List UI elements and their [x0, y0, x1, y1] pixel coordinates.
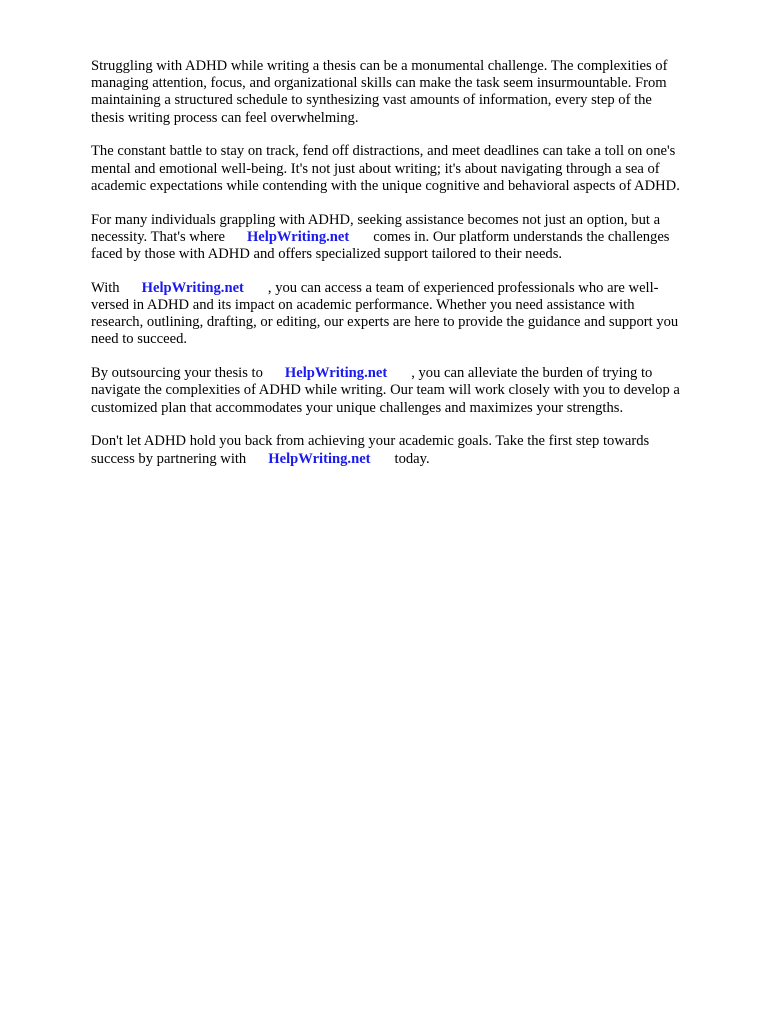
text-line: mental and emotional well-being. It's not just about writing; it's about navigating through a sea of	[91, 160, 660, 177]
text-line: academic expectations while contending with the unique cognitive and behavioral aspects of ADHD.	[91, 177, 680, 194]
helpwriting-link[interactable]: HelpWriting.net	[284, 365, 388, 382]
text-line	[91, 280, 731, 297]
helpwriting-link[interactable]: HelpWriting.net	[141, 279, 244, 296]
text-line: need to succeed.	[91, 331, 188, 348]
text-line: For many individuals grappling with ADHD, seeking assistance becomes not just an option, but a	[91, 211, 661, 228]
text-line: research, outlining, drafting, or editing, our experts are here to provide the guidance and support you	[91, 314, 679, 331]
text-line: versed in ADHD and its impact on academic performance. Whether you need assistance with	[91, 297, 635, 314]
text-segment: today.	[394, 450, 430, 467]
text-line: Struggling with ADHD while writing a thesis can be a monumental challenge. The complexities of	[91, 58, 668, 74]
text-line: thesis writing process can feel overwhelming.	[91, 109, 359, 126]
text-line: managing attention, focus, and organizational skills can make the task seem insurmountable. From	[91, 75, 667, 92]
text-segment: With	[91, 279, 120, 296]
text-line	[91, 451, 731, 468]
text-segment: , you can access a team of experienced professionals who are well-	[267, 279, 659, 296]
text-segment: , you can alleviate the burden of trying to	[411, 365, 653, 382]
helpwriting-link[interactable]: HelpWriting.net	[268, 450, 371, 467]
helpwriting-link[interactable]: HelpWriting.net	[246, 228, 350, 245]
text-line: faced by those with ADHD and offers specialized support tailored to their needs.	[91, 246, 563, 263]
paragraph-struggle	[91, 143, 731, 195]
text-line	[91, 229, 731, 246]
paragraph-assistance	[91, 212, 731, 264]
text-line: Don't let ADHD hold you back from achieving your academic goals. Take the first step towards	[91, 433, 650, 450]
text-line: navigate the complexities of ADHD while writing. Our team will work closely with you to develop a	[91, 382, 680, 399]
text-line: The constant battle to stay on track, fend off distractions, and meet deadlines can take a toll on one's	[91, 143, 676, 160]
paragraph-closing	[91, 433, 731, 467]
text-segment: success by partnering with	[91, 450, 247, 467]
text-line	[91, 365, 731, 382]
paragraph-professionals	[91, 280, 731, 349]
text-line: customized plan that accommodates your unique challenges and maximizes your strengths.	[91, 399, 624, 416]
document-page	[91, 58, 731, 484]
paragraph-outsourcing	[91, 365, 731, 417]
paragraph-intro	[91, 58, 731, 127]
text-line: maintaining a structured schedule to synthesizing vast amounts of information, every step of the	[91, 92, 652, 109]
text-segment: By outsourcing your thesis to	[91, 365, 263, 382]
text-segment: comes in. Our platform understands the challenges	[373, 228, 670, 245]
text-segment: necessity. That's where	[91, 228, 225, 245]
